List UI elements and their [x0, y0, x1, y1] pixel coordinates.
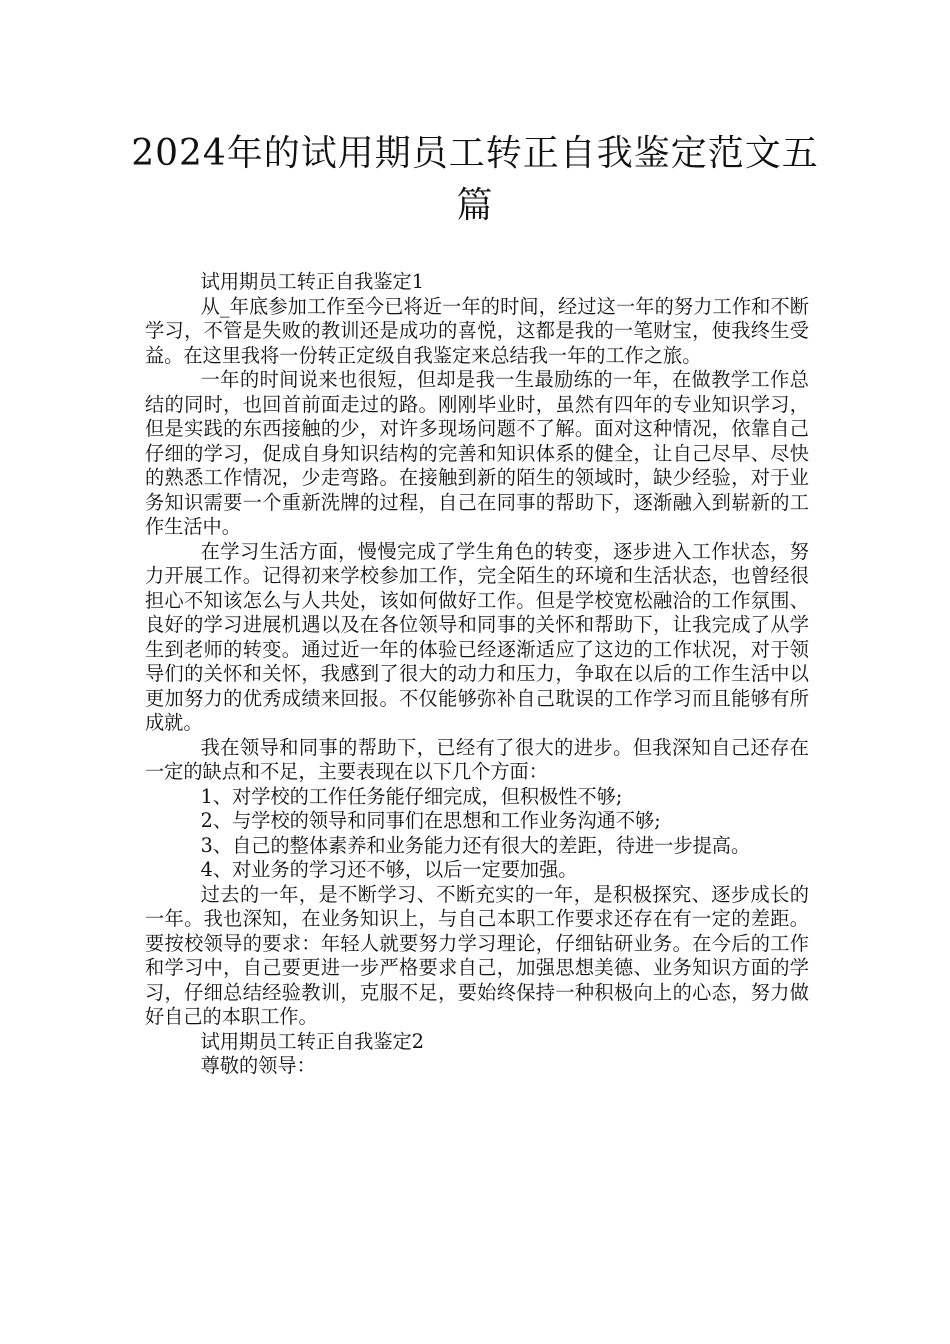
list-item: 3、自己的整体素养和业务能力还有很大的差距，待进一步提高。	[200, 833, 751, 857]
paragraph: 过去的一年，是不断学习、不断充实的一年，是积极探究、逐步成长的一年。我也深知，在业务知识上，与自己本职工作要求还存在有一定的差距。要按校领导的要求：年轻人就要努力学习理论，仔细钻研业务。在今后的工作和学习中，自己要更进一步严格要求自己，加强思想美德、业务知识方面的学习，仔细总结经验教训，克服不足，要始终保持一种积极向上的心态，努力做好自己的本职工作。	[145, 882, 809, 1028]
list-item: 1、对学校的工作任务能仔细完成，但积极性不够;	[200, 784, 623, 808]
document-body	[145, 270, 809, 1079]
list-item: 4、对业务的学习还不够，以后一定要加强。	[200, 858, 578, 881]
paragraph: 一年的时间说来也很短，但却是我一生最励练的一年，在做教学工作总结的同时，也回首前面走过的路。刚刚毕业时，虽然有四年的专业知识学习，但是实践的东西接触的少，对许多现场问题不了解。面对这种情况，依靠自己仔细的学习，促成自身知识结构的完善和知识体系的健全，让自己尽早、尽快的熟悉工作情况，少走弯路。在接触到新的陌生的领域时，缺少经验，对于业务知识需要一个重新洗牌的过程，自己在同事的帮助下，逐渐融入到崭新的工作生活中。	[145, 368, 809, 538]
document-title: 2024年的试用期员工转正自我鉴定范文五篇	[131, 133, 819, 226]
paragraph: 在学习生活方面，慢慢完成了学生角色的转变，逐步进入工作状态，努力开展工作。记得初来学校参加工作，完全陌生的环境和生活状态，也曾经很担心不知该怎么与人共处，该如何做好工作。但是学校宽松融洽的工作氛围、良好的学习进展机遇以及在各位领导和同事的关怀和帮助下，让我完成了从学生到老师的转变。通过近一年的体验已经逐渐适应了这边的工作状况，对于领导们的关怀和关怀，我感到了很大的动力和压力，争取在以后的工作生活中以更加努力的优秀成绩来回报。不仅能够弥补自己耽误的工作学习而且能够有所成就。	[145, 539, 809, 734]
salutation: 尊敬的领导：	[200, 1054, 316, 1077]
list-item: 2、与学校的领导和同事们在思想和工作业务沟通不够;	[200, 809, 661, 832]
paragraph: 从_年底参加工作至今已将近一年的时间，经过这一年的努力工作和不断学习，不管是失败的教训还是成功的喜悦，这都是我的一笔财宝，使我终生受益。在这里我将一份转正定级自我鉴定来总结我一年的工作之旅。	[145, 294, 809, 367]
section-heading-2: 试用期员工转正自我鉴定2	[200, 1029, 424, 1053]
section-heading-1: 试用期员工转正自我鉴定1	[200, 270, 424, 293]
paragraph: 我在领导和同事的帮助下，已经有了很大的进步。但我深知自己还存在一定的缺点和不足，主要表现在以下几个方面：	[145, 735, 809, 783]
